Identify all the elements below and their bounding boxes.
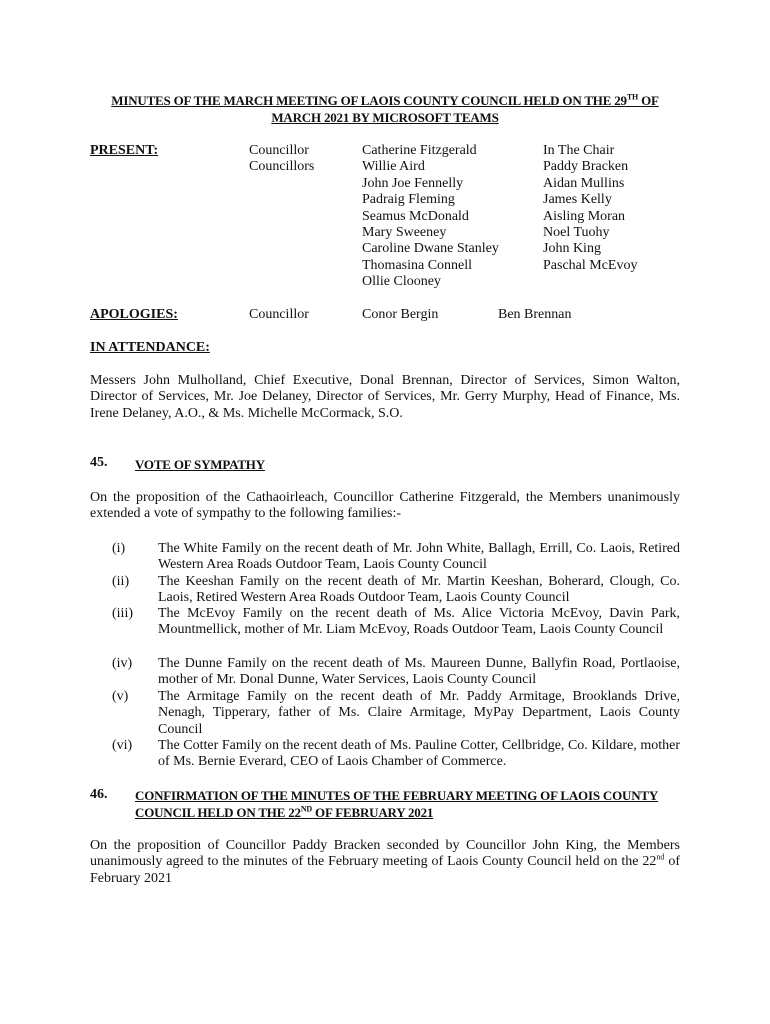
section-46-body-text: On the proposition of Councillor Paddy Bracken seconded by Councillor John King, the Members unanimously agreed to the minutes of the February meeting of Laois County Council held on the 22	[90, 838, 680, 870]
item-number: (vi)	[112, 738, 133, 753]
councillor-name: Padraig Fleming	[362, 192, 455, 208]
councillor-name: In The Chair	[543, 143, 615, 158]
section-46-title-line2: COUNCIL HELD ON THE 22	[135, 805, 301, 820]
title-superscript: TH	[626, 92, 639, 102]
present-roles	[249, 143, 314, 176]
item-number: (v)	[112, 689, 129, 704]
section-45-number: 45.	[90, 455, 108, 470]
section-46-title	[135, 787, 680, 821]
councillor-name: John Joe Fennelly	[362, 175, 464, 191]
section-46-body-superscript: nd	[656, 852, 665, 862]
councillor-name: Seamus McDonald	[362, 208, 469, 224]
section-45-title: VOTE OF SYMPATHY	[135, 457, 265, 472]
title-line2: MARCH 2021 BY MICROSOFT TEAMS	[271, 110, 499, 125]
section-46-body	[90, 838, 680, 887]
item-number: (i)	[112, 541, 126, 556]
councillor-name: Ollie Clooney	[362, 274, 441, 290]
present-role: Councillor	[249, 143, 309, 158]
apologies-role: Councillor	[249, 307, 309, 322]
section-46-title-line2-end: OF FEBRUARY 2021	[312, 805, 434, 820]
attendance-label: IN ATTENDANCE:	[90, 340, 210, 355]
councillor-name: Aisling Moran	[543, 208, 626, 224]
item-text: The Armitage Family on the recent death of Mr. Paddy Armitage, Brooklands Drive, Nenagh, Tipperary, father of Ms. Claire Armitage, MyPay Department, Laois County Council	[158, 689, 680, 737]
item-text: The Dunne Family on the recent death of Ms. Maureen Dunne, Ballyfin Road, Portlaoise, mother of Mr. Donal Dunne, Water Services, Laois County Council	[158, 656, 680, 688]
councillor-name: Catherine Fitzgerald	[362, 143, 477, 158]
councillor-name: Willie Aird	[362, 159, 425, 175]
title-line1: MINUTES OF THE MARCH MEETING OF LAOIS COUNTY COUNCIL HELD ON THE 29	[111, 93, 627, 108]
item-text: The Cotter Family on the recent death of Ms. Pauline Cotter, Cellbridge, Co. Kildare, mother of Ms. Bernie Everard, CEO of Laois Chamber of Commerce.	[158, 738, 680, 770]
councillor-name: Aidan Mullins	[543, 175, 625, 191]
section-46-number: 46.	[90, 787, 108, 802]
section-46-body-end: of February 2021	[90, 854, 680, 886]
item-number: (ii)	[112, 574, 130, 589]
item-number: (iv)	[112, 656, 133, 671]
councillor-name: Caroline Dwane Stanley	[362, 241, 499, 257]
present-names-col1	[362, 143, 499, 291]
councillor-name: Thomasina Connell	[362, 257, 473, 273]
present-names-col2	[543, 143, 637, 274]
apologies-name: Conor Bergin	[362, 307, 439, 322]
councillor-name: Paschal McEvoy	[543, 257, 638, 273]
councillor-name: Mary Sweeney	[362, 225, 447, 241]
attendance-text: Messers John Mulholland, Chief Executive, Donal Brennan, Director of Services, Simon Walton, Director of Services, Mr. Joe Delaney, Director of Services, Mr. Gerry Murphy, Head of Finance, Ms. Irene Delaney, A.O., & Ms. Michelle McCormack, S.O.	[90, 373, 680, 421]
section-46-title-superscript: ND	[300, 804, 312, 814]
page-title	[90, 92, 680, 126]
item-text: The White Family on the recent death of Mr. John White, Ballagh, Errill, Co. Laois, Retired Western Area Roads Outdoor Team, Laois County Council	[158, 541, 680, 573]
section-46-title-line1: CONFIRMATION OF THE MINUTES OF THE FEBRUARY MEETING OF LAOIS COUNTY	[135, 788, 659, 803]
section-45-intro: On the proposition of the Cathaoirleach, Councillor Catherine Fitzgerald, the Members unanimously extended a vote of sympathy to the following families:-	[90, 490, 680, 522]
item-text: The Keeshan Family on the recent death of Mr. Martin Keeshan, Boherard, Clough, Co. Laois, Retired Western Area Roads Outdoor Team, Laois County Council	[158, 574, 680, 606]
councillor-name: Noel Tuohy	[543, 225, 610, 241]
councillor-name: James Kelly	[543, 192, 612, 208]
present-role: Councillors	[249, 159, 315, 175]
apologies-label: APOLOGIES:	[90, 307, 178, 322]
councillor-name: Paddy Bracken	[543, 159, 629, 175]
item-number: (iii)	[112, 606, 133, 621]
title-line1-end: OF	[638, 93, 659, 108]
apologies-name: Ben Brennan	[498, 307, 572, 322]
item-text: The McEvoy Family on the recent death of Ms. Alice Victoria McEvoy, Davin Park, Mountmellick, mother of Mr. Liam McEvoy, Roads Outdoor Team, Laois County Council	[158, 606, 680, 638]
councillor-name: John King	[543, 241, 601, 257]
present-label: PRESENT:	[90, 143, 159, 158]
